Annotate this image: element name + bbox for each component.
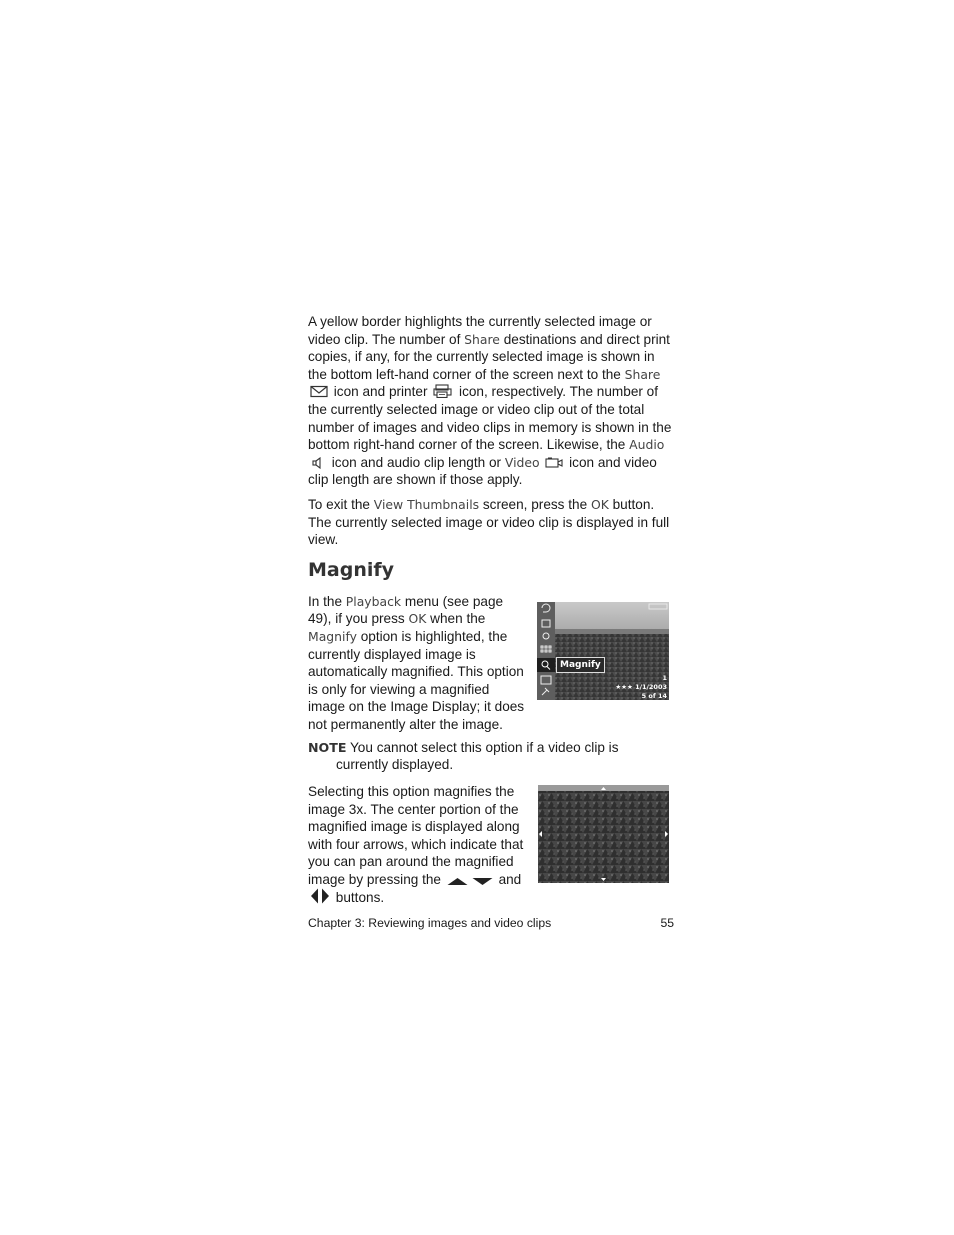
text: Selecting this option magnifies the image 3x. The center portion of the magnified image is displayed along with four arrows, which indicate that you can pan around the magnified image by pressing the [308, 783, 524, 887]
magnify-detail-row [308, 783, 674, 908]
text: buttons. [335, 890, 385, 906]
share-label: Share [464, 331, 500, 347]
ok-label: OK [590, 496, 609, 512]
rating-date: ★★★ 1/1/2003 [615, 682, 667, 691]
paragraph-share-info [308, 313, 674, 489]
text: option is highlighted, the currently displayed image is automatically magnified. This option is only for viewing a magnified image on the Image Display; it does not permanently alter the image. [308, 628, 525, 732]
audio-speaker-icon [310, 457, 326, 469]
paragraph-exit-thumbnails [308, 496, 674, 549]
share-envelope-icon [310, 385, 328, 398]
section-heading: Magnify [308, 558, 395, 581]
up-arrow-button-icon [447, 877, 468, 886]
playback-label: Playback [345, 593, 402, 609]
magnified-image-screenshot [538, 785, 669, 883]
magnify-label: Magnify [308, 628, 357, 644]
page-content [308, 313, 674, 908]
text: when the [430, 611, 486, 627]
print-count: 1 [662, 673, 667, 682]
record-audio-icon [543, 633, 549, 639]
text: menu (see page 49), if you press [308, 593, 504, 627]
delete-icon [542, 620, 550, 627]
text: screen, press the [482, 496, 588, 512]
paragraph-magnify-intro [308, 593, 528, 734]
menu-sidebar [537, 602, 555, 700]
note-text: You cannot select this option if a video clip is currently displayed. [336, 739, 619, 773]
print-icon [541, 676, 551, 684]
text: icon and audio clip length or [331, 454, 502, 470]
audio-label: Audio [629, 437, 665, 453]
thumbnails-icon [541, 646, 551, 652]
down-arrow-button-icon [472, 877, 493, 886]
video-label: Video [504, 454, 540, 470]
note-label: NOTE [308, 739, 347, 755]
magnified-photo [538, 785, 669, 883]
text: A yellow border highlights the currently selected image or video clip. The number of [308, 314, 652, 347]
text: To exit the [308, 496, 370, 512]
page-number: 55 [660, 916, 674, 930]
text: icon and video clip length are shown if those apply. [308, 454, 657, 488]
text: In the [308, 593, 343, 609]
text: icon and printer [333, 384, 428, 400]
chapter-title: Chapter 3: Reviewing images and video clips [308, 916, 552, 930]
text: icon, respectively. The number of the currently selected image or video clip out of the total number of images and video clips in memory is shown in the bottom right-hand corner of the screen. Likewise, the [308, 384, 672, 453]
playback-menu-screenshot [537, 602, 669, 700]
return-icon [542, 604, 550, 612]
share-label: Share [624, 366, 661, 382]
tools-icon [542, 688, 549, 695]
ok-label: OK [408, 611, 427, 627]
note [308, 739, 674, 774]
menu-item-magnify[interactable]: Magnify [556, 657, 605, 673]
text: destinations and direct print copies, if any, for the currently selected image is shown in the bottom left-hand corner of the screen next to the [308, 331, 670, 382]
video-camera-icon [545, 457, 563, 469]
text: button. The currently selected image or video clip is displayed in full view. [308, 496, 670, 548]
page-footer [308, 915, 674, 931]
paragraph-magnify-detail [308, 783, 528, 907]
printer-icon [433, 384, 453, 398]
view-thumbnails-label: View Thumbnails [373, 496, 480, 512]
left-right-arrow-button-icon [310, 888, 330, 904]
image-position: 5 of 14 [641, 691, 667, 700]
magnify-intro-row [308, 593, 674, 731]
text: and [498, 871, 522, 887]
